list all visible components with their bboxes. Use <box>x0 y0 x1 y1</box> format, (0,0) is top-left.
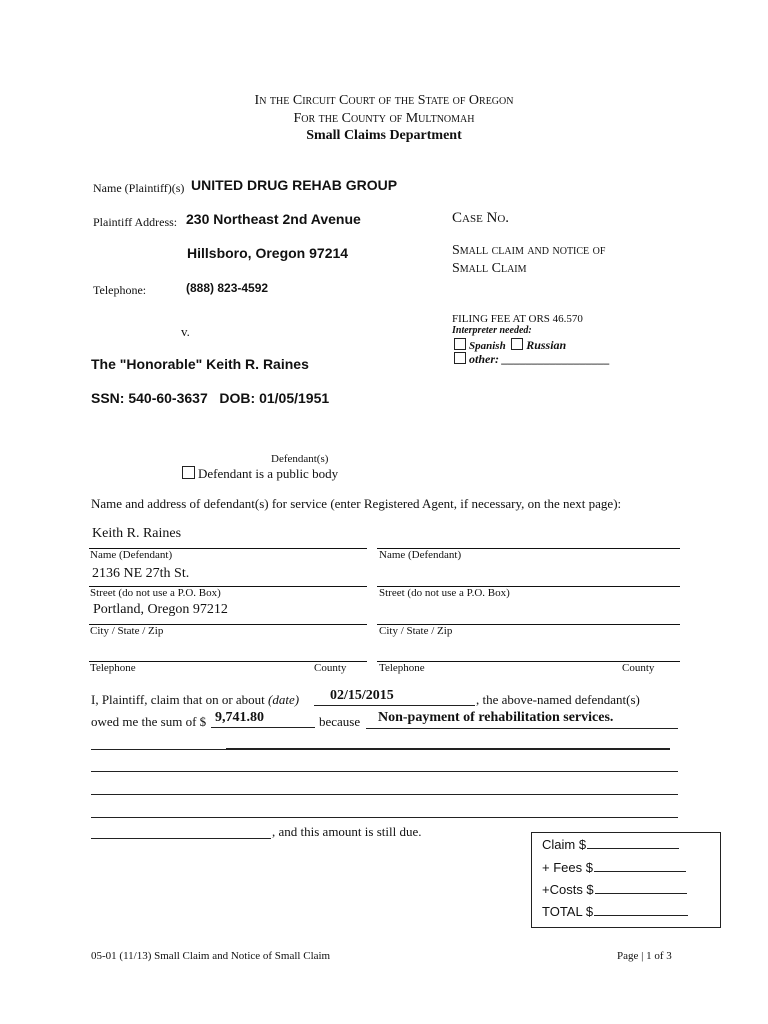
filing-fee-text: FILING FEE AT ORS 46.570 <box>452 313 583 325</box>
other-checkbox[interactable] <box>454 352 466 364</box>
plaintiff-name-value[interactable]: UNITED DRUG REHAB GROUP <box>191 177 398 193</box>
page-number: Page | 1 of 3 <box>617 950 672 962</box>
department-name: Small Claims Department <box>306 128 462 143</box>
defendant-ssn-dob[interactable]: SSN: 540-60-3637 DOB: 01/05/1951 <box>91 390 330 406</box>
date-label: (date) <box>268 692 300 707</box>
claim-line1-suffix: , the above-named defendant(s) <box>476 692 640 707</box>
reason-line-2-bold <box>226 748 670 750</box>
versus-text: v. <box>181 324 190 339</box>
city-label-right: City / State / Zip <box>379 625 453 637</box>
summary-total[interactable]: TOTAL $ <box>542 904 688 919</box>
summary-claim[interactable]: Claim $ <box>542 837 679 852</box>
reason-fill-line <box>366 728 678 729</box>
date-fill-line <box>314 705 475 706</box>
russian-checkbox[interactable] <box>511 338 523 350</box>
plaintiff-address-line2[interactable]: Hillsboro, Oregon 97214 <box>187 245 349 261</box>
plaintiff-telephone-value[interactable]: (888) 823-4592 <box>186 281 269 295</box>
service-instruction: Name and address of defendant(s) for service (enter Registered Agent, if necessary, on the next page): <box>91 496 622 511</box>
public-body-label: Defendant is a public body <box>198 466 339 481</box>
interpreter-label: Interpreter needed: <box>452 325 532 336</box>
reason-line-5[interactable] <box>91 817 678 818</box>
form-id: 05-01 (11/13) Small Claim and Notice of Small Claim <box>91 950 331 962</box>
amount-fill-line <box>211 727 315 728</box>
claim-line2-prefix: owed me the sum of $ <box>91 714 207 729</box>
name-label-left: Name (Defendant) <box>90 549 173 561</box>
summary-fees[interactable]: + Fees $ <box>542 860 686 875</box>
russian-label: Russian <box>526 338 567 352</box>
reason-line-3[interactable] <box>91 771 678 772</box>
service-city-value[interactable]: Portland, Oregon 97212 <box>93 602 228 617</box>
plaintiff-name-label: Name (Plaintiff)(s) <box>93 181 185 195</box>
county-label-right: County <box>622 662 655 674</box>
claim-reason-value[interactable]: Non-payment of rehabilitation services. <box>378 710 614 725</box>
service-street-value[interactable]: 2136 NE 27th St. <box>92 566 190 581</box>
interpreter-other <box>454 352 610 367</box>
defendant-name-value[interactable]: The "Honorable" Keith R. Raines <box>91 356 309 372</box>
county-name: For the County of Multnomah <box>293 111 475 126</box>
public-body-option <box>182 466 338 482</box>
because-label: because <box>319 714 361 729</box>
plaintiff-address-line1[interactable]: 230 Northeast 2nd Avenue <box>186 211 361 227</box>
service-name-value[interactable]: Keith R. Raines <box>92 526 182 541</box>
claim-summary-box <box>531 832 721 928</box>
still-due-text: , and this amount is still due. <box>272 824 422 839</box>
case-number-label: Case No. <box>452 210 510 226</box>
interpreter-languages <box>454 338 566 353</box>
still-due-fill-line[interactable] <box>91 838 271 839</box>
spanish-checkbox[interactable] <box>454 338 466 350</box>
claim-amount-value[interactable]: 9,741.80 <box>215 710 264 725</box>
telephone-label-right: Telephone <box>379 662 425 674</box>
summary-costs[interactable]: +Costs $ <box>542 882 687 897</box>
claim-date-value[interactable]: 02/15/2015 <box>330 688 394 703</box>
name-label-right: Name (Defendant) <box>379 549 462 561</box>
street-label-right: Street (do not use a P.O. Box) <box>379 587 510 599</box>
spanish-label: Spanish <box>469 340 506 352</box>
reason-line-4[interactable] <box>91 794 678 795</box>
form-title-line2: Small Claim <box>452 261 527 276</box>
county-label-left: County <box>314 662 347 674</box>
plaintiff-telephone-label: Telephone: <box>93 283 147 297</box>
court-name: In the Circuit Court of the State of Oregon <box>254 93 514 108</box>
plaintiff-address-label: Plaintiff Address: <box>93 215 178 229</box>
street-label-left: Street (do not use a P.O. Box) <box>90 587 221 599</box>
form-title-line1: Small claim and notice of <box>452 243 606 258</box>
defendants-label: Defendant(s) <box>271 453 329 465</box>
other-label[interactable]: other: __________________ <box>469 352 610 366</box>
telephone-label-left: Telephone <box>90 662 136 674</box>
claim-line1-prefix: I, Plaintiff, claim that on or about (date) <box>91 692 300 707</box>
city-label-left: City / State / Zip <box>90 625 164 637</box>
public-body-checkbox[interactable] <box>182 466 195 479</box>
